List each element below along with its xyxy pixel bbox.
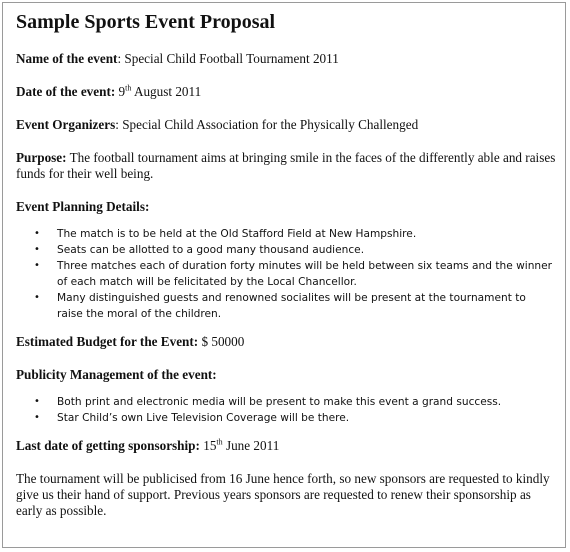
- event-date-suffix: th: [125, 83, 132, 93]
- list-item: [16, 226, 556, 242]
- list-item-text: Seats can be allotted to a good many thousand audience.: [57, 244, 365, 256]
- planning-list: [16, 226, 556, 322]
- event-date-label: Date of the event:: [16, 84, 116, 99]
- sponsorship-deadline-suffix: th: [216, 437, 223, 447]
- list-item: [16, 242, 556, 258]
- sponsorship-deadline-label: Last date of getting sponsorship:: [16, 438, 200, 453]
- sponsorship-deadline-rest: June 2011: [222, 438, 280, 453]
- purpose-label: Purpose:: [16, 150, 67, 165]
- organizers-field: [16, 117, 556, 133]
- bullet-icon: •: [34, 292, 40, 303]
- organizers-label: Event Organizers: [16, 117, 116, 132]
- sponsorship-deadline-day: 15: [199, 438, 217, 453]
- organizers-value: : Special Child Association for the Physically Challenged: [115, 117, 419, 132]
- budget-field: [16, 334, 556, 350]
- purpose-value: The football tournament aims at bringing smile in the faces of the differently able and raises funds for their well being.: [16, 150, 556, 181]
- bullet-icon: •: [34, 396, 40, 407]
- budget-label: Estimated Budget for the Event:: [16, 334, 199, 349]
- sponsorship-deadline-field: [16, 438, 556, 454]
- event-date-field: [16, 84, 556, 100]
- publicity-list: [16, 394, 556, 426]
- event-name-label: Name of the event: [16, 51, 118, 66]
- list-item-text: Both print and electronic media will be present to make this event a grand success.: [57, 396, 502, 408]
- bullet-icon: •: [34, 228, 40, 239]
- bullet-icon: •: [34, 412, 40, 423]
- event-date-day: 9: [118, 84, 126, 99]
- event-name-field: [16, 51, 556, 67]
- budget-value: $ 50000: [198, 334, 245, 349]
- purpose-field: [16, 150, 556, 182]
- bullet-icon: •: [34, 260, 40, 271]
- publicity-heading: Publicity Management of the event:: [16, 367, 217, 382]
- list-item: [16, 290, 556, 322]
- list-item-text: Three matches each of duration forty minutes will be held between six teams and the winner of each match will be felicitated by the Local Chancellor.: [57, 260, 553, 288]
- list-item-text: The match is to be held at the Old Stafford Field at New Hampshire.: [57, 228, 417, 240]
- closing-paragraph: The tournament will be publicised from 16 June hence forth, so new sponsors are requested to kindly give us their hand of support. Previous years sponsors are requested to renew their sponsorship as early as possible.: [16, 471, 550, 518]
- list-item-text: Many distinguished guests and renowned socialites will be present at the tournament to raise the moral of the children.: [57, 292, 526, 320]
- list-item: [16, 394, 556, 410]
- planning-heading: Event Planning Details:: [16, 199, 150, 214]
- event-date-rest: August 2011: [131, 84, 202, 99]
- document-title: Sample Sports Event Proposal: [16, 11, 276, 33]
- event-name-value: : Special Child Football Tournament 2011: [117, 51, 339, 66]
- list-item-text: Star Child’s own Live Television Coverage will be there.: [57, 412, 350, 424]
- list-item: [16, 258, 556, 290]
- proposal-document: [16, 10, 556, 519]
- bullet-icon: •: [34, 244, 40, 255]
- list-item: [16, 410, 556, 426]
